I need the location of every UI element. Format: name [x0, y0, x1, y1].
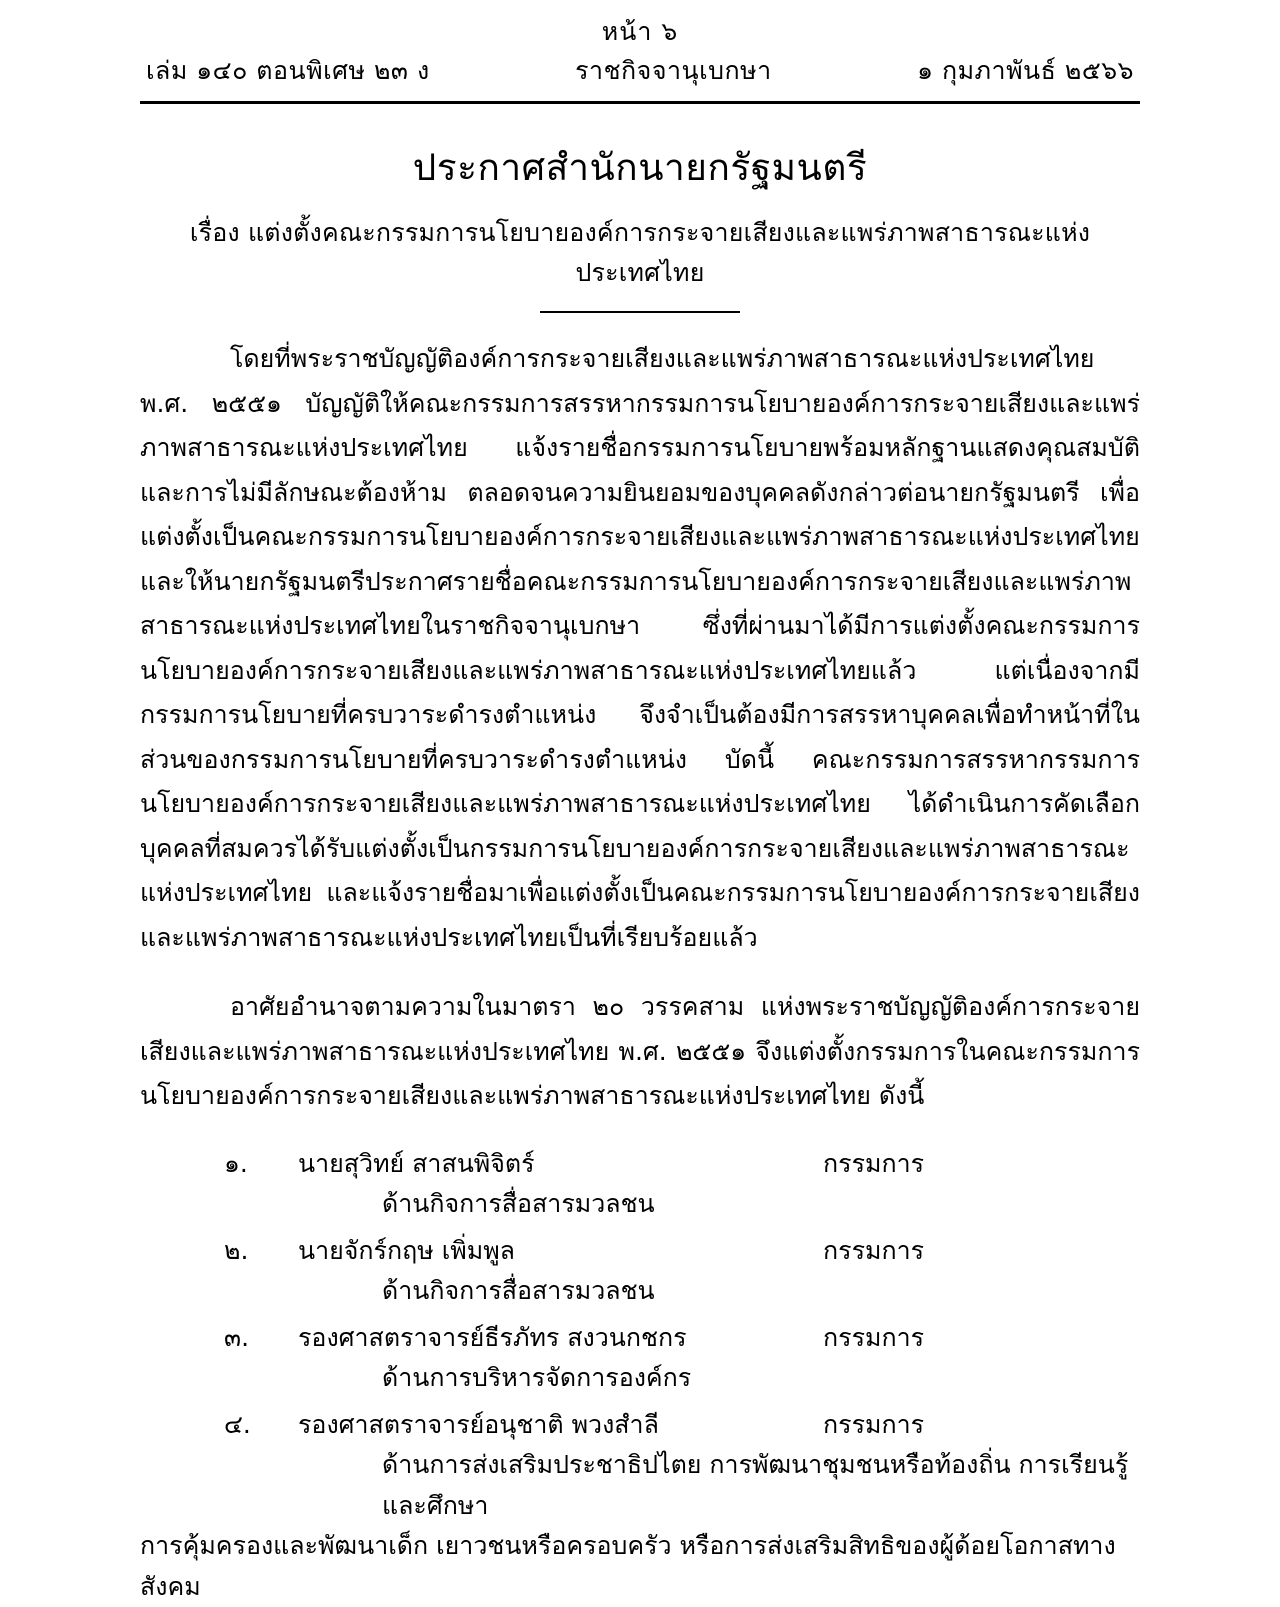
member-name: รองศาสตราจารย์ธีรภัทร สงวนกชกร — [298, 1322, 687, 1352]
committee-member-list — [140, 1144, 1140, 1607]
page-number: หน้า ๖ — [601, 17, 679, 46]
paragraph-2-text: อาศัยอำนาจตามความในมาตรา ๒๐ วรรคสาม แห่งพระราชบัญญัติองค์การกระจายเสียงและแพร่ภาพสาธารณะแห่งประเทศไทย พ.ศ. ๒๕๕๑ จึงแต่งตั้งกรรมการในคณะกรรมการนโยบายองค์การกระจายเสียงและแพร่ภาพสาธารณะแห่งประเทศไทย ดังนี้ — [140, 992, 1140, 1111]
member-role: กรรมการ — [823, 1148, 925, 1178]
member-number: ๓. — [224, 1322, 250, 1352]
paragraph-2 — [140, 985, 1140, 1119]
member-name: รองศาสตราจารย์อนุชาติ พวงสำลี — [298, 1409, 659, 1439]
member-field: ด้านกิจการสื่อสารมวลชน — [382, 1189, 655, 1219]
list-item — [140, 1405, 1140, 1607]
member-role: กรรมการ — [823, 1409, 925, 1439]
page-title: ประกาศสำนักนายกรัฐมนตรี — [412, 146, 868, 190]
member-field: ด้านกิจการสื่อสารมวลชน — [382, 1276, 655, 1306]
member-field: ด้านการบริหารจัดการองค์กร — [382, 1363, 692, 1393]
member-number: ๔. — [224, 1409, 251, 1439]
member-number: ๒. — [224, 1235, 249, 1265]
list-item — [140, 1144, 1140, 1225]
header-divider — [140, 101, 1140, 104]
header-gazette-name: ราชกิจจานุเบกษา — [575, 56, 772, 86]
page-subtitle: เรื่อง แต่งตั้งคณะกรรมการนโยบายองค์การกระจายเสียงและแพร่ภาพสาธารณะแห่งประเทศไทย — [189, 218, 1091, 288]
header-volume-info: เล่ม ๑๔๐ ตอนพิเศษ ๒๓ ง — [146, 56, 430, 86]
member-role: กรรมการ — [823, 1235, 925, 1265]
member-number: ๑. — [224, 1148, 248, 1178]
member-name: นายจักร์กฤษ เพิ่มพูล — [298, 1235, 515, 1265]
paragraph-1 — [140, 337, 1140, 960]
member-name: นายสุวิทย์ สาสนพิจิตร์ — [298, 1148, 535, 1178]
list-item — [140, 1231, 1140, 1312]
list-item — [140, 1318, 1140, 1399]
member-role: กรรมการ — [823, 1322, 925, 1352]
member-field: ด้านการส่งเสริมประชาธิปไตย การพัฒนาชุมชนหรือท้องถิ่น การเรียนรู้และศึกษา — [382, 1450, 1129, 1520]
gazette-header — [140, 51, 1140, 91]
title-underline-rule — [540, 311, 740, 313]
paragraph-1-text: โดยที่พระราชบัญญัติองค์การกระจายเสียงและแพร่ภาพสาธารณะแห่งประเทศไทย พ.ศ. ๒๕๕๑ บัญญัติให้คณะกรรมการสรรหากรรมการนโยบายองค์การกระจายเสียงและแพร่ภาพสาธารณะแห่งประเทศไทย แจ้งรายชื่อกรรมการนโยบายพร้อมหลักฐานแสดงคุณสมบัติและการไม่มีลักษณะต้องห้าม ตลอดจนความยินยอมของบุคคลดังกล่าวต่อนายกรัฐมนตรี เพื่อแต่งตั้งเป็นคณะกรรมการนโยบายองค์การกระจายเสียงและแพร่ภาพสาธารณะแห่งประเทศไทย และให้นายกรัฐมนตรีประกาศรายชื่อคณะกรรมการนโยบายองค์การกระจายเสียงและแพร่ภาพสาธารณะแห่งประเทศไทยในราชกิจจานุเบกษา ซึ่งที่ผ่านมาได้มีการแต่งตั้งคณะกรรมการนโยบายองค์การกระจายเสียงและแพร่ภาพสาธารณะแห่งประเทศไทยแล้ว แต่เนื่องจากมีกรรมการนโยบายที่ครบวาระดำรงตำแหน่ง จึงจำเป็นต้องมีการสรรหาบุคคลเพื่อทำหน้าที่ในส่วนของกรรมการนโยบายที่ครบวาระดำรงตำแหน่ง บัดนี้ คณะกรรมการสรรหากรรมการนโยบายองค์การกระจายเสียงและแพร่ภาพสาธารณะแห่งประเทศไทย ได้ดำเนินการคัดเลือกบุคคลที่สมควรได้รับแต่งตั้งเป็นกรรมการนโยบายองค์การกระจายเสียงและแพร่ภาพสาธารณะแห่งประเทศไทย และแจ้งรายชื่อมาเพื่อแต่งตั้งเป็นคณะกรรมการนโยบายองค์การกระจายเสียงและแพร่ภาพสาธารณะแห่งประเทศไทยเป็นที่เรียบร้อยแล้ว — [140, 344, 1140, 952]
member-field-continued: การคุ้มครองและพัฒนาเด็ก เยาวชนหรือครอบครัว หรือการส่งเสริมสิทธิของผู้ด้อยโอกาสทางสังคม — [140, 1531, 1116, 1601]
header-date: ๑ กุมภาพันธ์ ๒๕๖๖ — [917, 56, 1134, 86]
